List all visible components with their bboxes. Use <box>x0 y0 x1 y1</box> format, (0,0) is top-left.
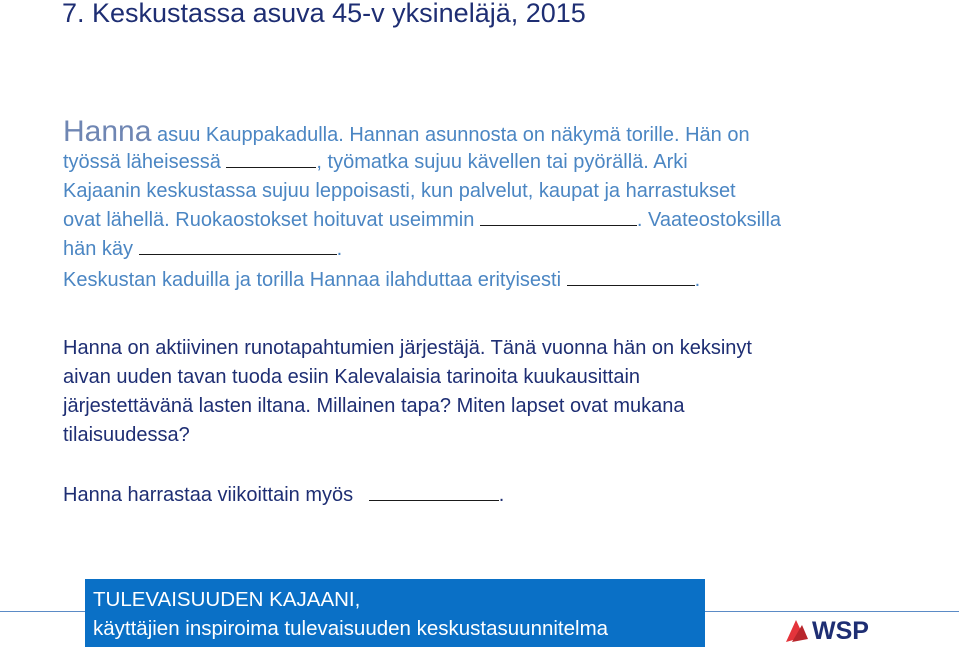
banner-title: TULEVAISUUDEN KAJAANI, <box>93 588 361 611</box>
hobby-line: Hanna harrastaa viikoittain myös . <box>63 484 505 506</box>
hobby-paragraph <box>63 481 504 510</box>
intro-line: Kajaanin keskustassa sujuu leppoisasti, kun palvelut, kaupat ja harrastukset <box>63 180 736 202</box>
activity-paragraph <box>63 334 752 450</box>
wsp-logo <box>782 611 882 645</box>
delight-paragraph <box>63 266 700 295</box>
footer-divider-left <box>0 611 96 612</box>
footer-banner <box>85 579 705 647</box>
delight-line: Keskustan kaduilla ja torilla Hannaa ilahduttaa erityisesti . <box>63 269 701 291</box>
fill-in-blank-grocery[interactable] <box>480 223 637 226</box>
activity-line: Hanna on aktiivinen runotapahtumien järjestäjä. Tänä vuonna hän on keksinyt <box>63 337 752 359</box>
fill-in-blank-clothes[interactable] <box>139 252 337 255</box>
persona-name: Hanna <box>63 115 152 148</box>
fill-in-blank-hobby[interactable] <box>369 498 499 501</box>
activity-line: tilaisuudessa? <box>63 424 190 446</box>
intro-line: ovat lähellä. Ruokaostokset hoituvat useimmin . Vaateostoksilla <box>63 209 782 231</box>
fill-in-blank-workplace[interactable] <box>226 165 316 168</box>
activity-line: järjestettävänä lasten iltana. Millainen tapa? Miten lapset ovat mukana <box>63 395 685 417</box>
wsp-logo-text: WSP <box>812 617 869 645</box>
intro-paragraph <box>63 115 781 264</box>
fill-in-blank-delight[interactable] <box>567 283 695 286</box>
page-title: 7. Keskustassa asuva 45-v yksineläjä, 2015 <box>62 0 586 28</box>
intro-line: Hanna asuu Kauppakadulla. Hannan asunnosta on näkymä torille. Hän on <box>63 115 750 148</box>
intro-line: hän käy . <box>63 238 343 260</box>
banner-subtitle: käyttäjien inspiroima tulevaisuuden keskustasuunnitelma <box>93 617 609 640</box>
intro-line: työssä läheisessä , työmatka sujuu kävellen tai pyörällä. Arki <box>63 151 688 173</box>
activity-line: aivan uuden tavan tuoda esiin Kalevalaisia tarinoita kuukausittain <box>63 366 641 388</box>
